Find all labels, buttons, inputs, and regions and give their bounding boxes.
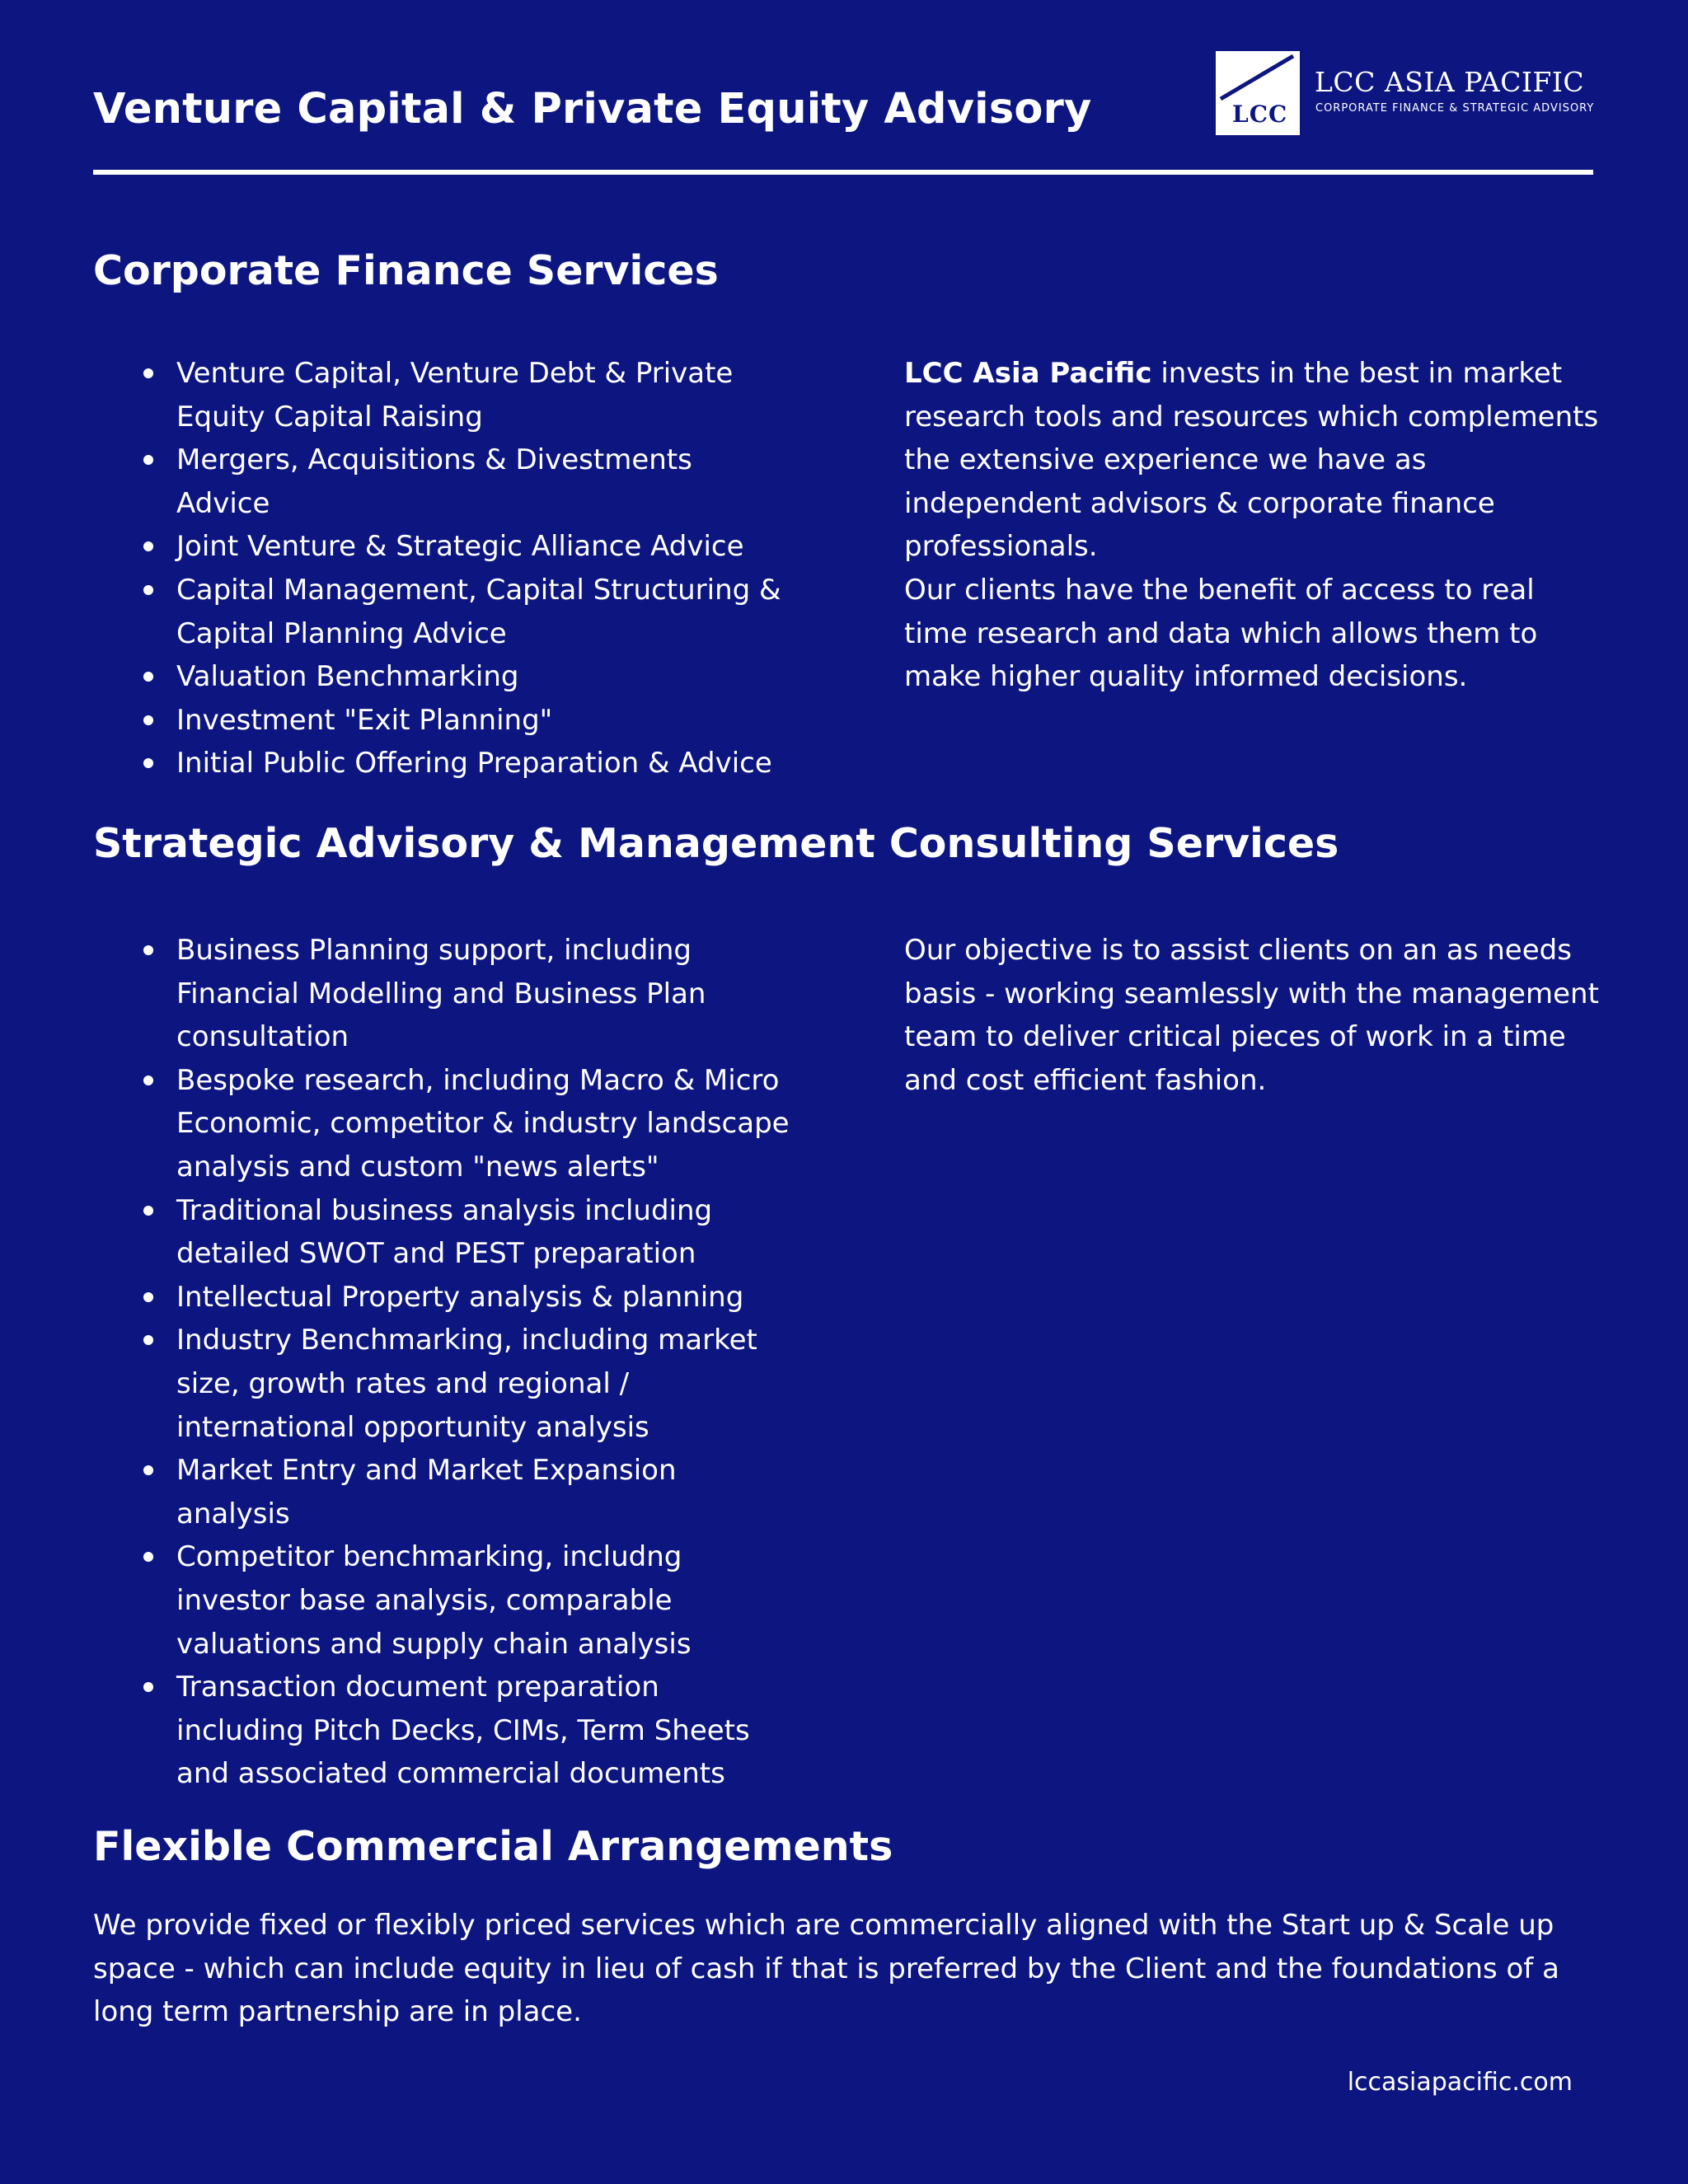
list-item: Intellectual Property analysis & planning bbox=[143, 1276, 795, 1319]
list-item: Initial Public Offering Preparation & Advice bbox=[143, 742, 786, 785]
list-item: Traditional business analysis including detailed SWOT and PEST preparation bbox=[143, 1189, 795, 1276]
header-divider bbox=[93, 170, 1593, 175]
corporate-finance-list bbox=[143, 352, 786, 785]
strategic-advisory-list bbox=[143, 929, 795, 1796]
list-item: Valuation Benchmarking bbox=[143, 655, 786, 699]
logo-monogram: LCC bbox=[1232, 101, 1288, 128]
list-item: Competitor benchmarking, includng investor base analysis, comparable valuations and supply chain analysis bbox=[143, 1535, 795, 1666]
list-item: Venture Capital, Venture Debt & Private Equity Capital Raising bbox=[143, 352, 786, 438]
section-title-corporate-finance: Corporate Finance Services bbox=[93, 247, 719, 294]
list-item: Investment "Exit Planning" bbox=[143, 699, 786, 743]
list-item: Mergers, Acquisitions & Divestments Advice bbox=[143, 438, 786, 525]
section-title-strategic-advisory: Strategic Advisory & Management Consulting Services bbox=[93, 820, 1339, 867]
strategic-objective-para: Our objective is to assist clients on an as needs basis - working seamlessly with the management team to deliver critical pieces of work in a time and cost efficient fashion. bbox=[904, 934, 1599, 1097]
list-item: Bespoke research, including Macro & Micro Economic, competitor & industry landscape analysis and custom "news alerts" bbox=[143, 1059, 795, 1189]
page-header-title: Venture Capital & Private Equity Advisory bbox=[93, 85, 1092, 134]
section-title-flexible-arrangements: Flexible Commercial Arrangements bbox=[93, 1823, 893, 1870]
brand-name: LCC Asia Pacific bbox=[904, 357, 1152, 390]
list-item: Transaction document preparation including Pitch Decks, CIMs, Term Sheets and associated commercial documents bbox=[143, 1666, 795, 1796]
intro-text: invests in the best in market research tools and resources which complements the extensive experience we have as independent advisors & corporate finance professionals. bbox=[904, 357, 1599, 564]
logo-company-name: LCC ASIA PACIFIC bbox=[1315, 66, 1585, 98]
logo-tagline: CORPORATE FINANCE & STRATEGIC ADVISORY bbox=[1315, 102, 1595, 115]
list-item: Industry Benchmarking, including market size, growth rates and regional / international opportunity analysis bbox=[143, 1319, 795, 1449]
lcc-logo bbox=[1216, 51, 1595, 135]
list-item: Market Entry and Market Expansion analysis bbox=[143, 1449, 795, 1535]
corporate-finance-clients-para: Our clients have the benefit of access to real time research and data which allows them to make higher quality informed decisions. bbox=[904, 574, 1538, 694]
flexible-arrangements-para: We provide fixed or flexibly priced services which are commercially aligned with the Start up & Scale up space - which can include equity in lieu of cash if that is preferred by the Client and the foundations of a long term partnership are in place. bbox=[93, 1909, 1559, 2029]
logo-mark bbox=[1216, 51, 1300, 135]
list-item: Joint Venture & Strategic Alliance Advice bbox=[143, 525, 786, 569]
corporate-finance-intro bbox=[904, 352, 1605, 569]
footer-website-link[interactable]: lccasiapacific.com bbox=[1347, 2068, 1573, 2097]
list-item: Capital Management, Capital Structuring & Capital Planning Advice bbox=[143, 569, 786, 655]
list-item: Business Planning support, including Financial Modelling and Business Plan consultation bbox=[143, 929, 795, 1059]
